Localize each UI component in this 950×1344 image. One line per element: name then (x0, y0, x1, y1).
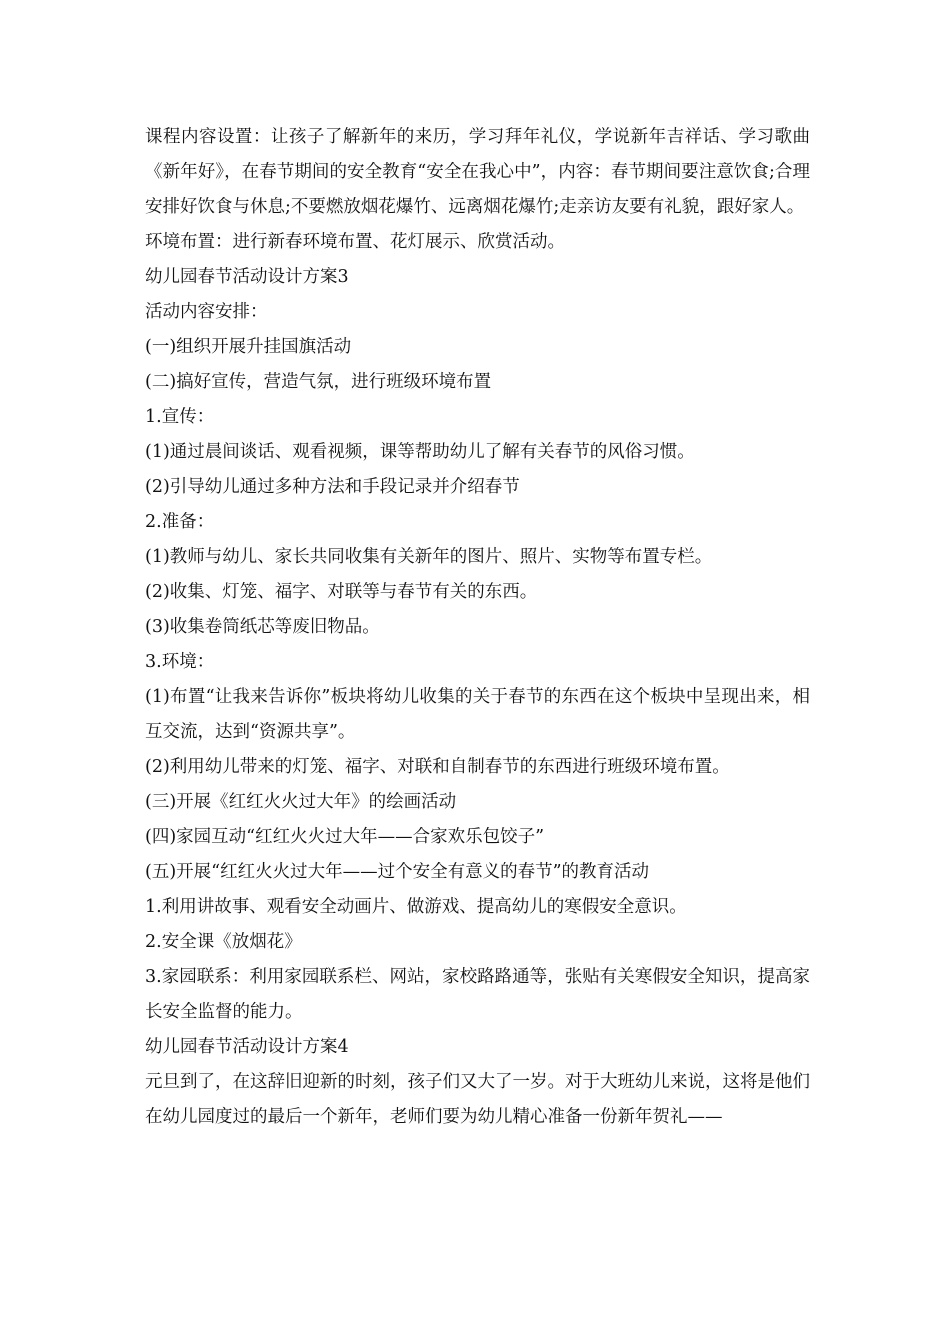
list-item-storytelling: 1.利用讲故事、观看安全动画片、做游戏、提高幼儿的寒假安全意识。 (145, 897, 687, 917)
document-body (145, 120, 810, 1135)
list-item-record-introduce: (2)引导幼儿通过多种方法和手段记录并介绍春节 (145, 477, 520, 497)
list-item-collect-pictures: (1)教师与幼儿、家长共同收集有关新年的图片、照片、实物等布置专栏。 (145, 547, 713, 567)
section-heading-plan-3: 幼儿园春节活动设计方案3 (145, 267, 349, 287)
list-item-class-decoration: (2)利用幼儿带来的灯笼、福字、对联和自制春节的东西进行班级环境布置。 (145, 757, 730, 777)
paragraph-course-content: 课程内容设置：让孩子了解新年的来历，学习拜年礼仪，学说新年吉祥话、学习歌曲《新年好》，在春节期间的安全教育“安全在我心中”，内容：春节期间要注意饮食;合理安排好饮食与休息;不要燃放烟花爆竹、远离烟花爆竹;走亲访友要有礼貌，跟好家人。 (145, 127, 810, 217)
list-item-home-school-contact: 3.家园联系：利用家园联系栏、网站，家校路路通等，张贴有关寒假安全知识，提高家长安全监督的能力。 (145, 967, 810, 1022)
list-item-let-me-tell-you: (1)布置“让我来告诉你”板块将幼儿收集的关于春节的东西在这个板块中呈现出来，相互交流，达到“资源共享”。 (145, 687, 810, 742)
sub-heading-environment: 3.环境： (145, 652, 215, 672)
list-item-collect-paper-rolls: (3)收集卷筒纸芯等废旧物品。 (145, 617, 380, 637)
sub-heading-publicity: 1.宣传： (145, 407, 215, 427)
list-item-flag-raising: (一)组织开展升挂国旗活动 (145, 337, 352, 357)
section-heading-plan-4: 幼儿园春节活动设计方案4 (145, 1037, 349, 1057)
paragraph-activity-arrangement: 活动内容安排： (145, 302, 268, 322)
paragraph-environment-setup: 环境布置：进行新春环境布置、花灯展示、欣赏活动。 (145, 232, 565, 252)
list-item-morning-talk: (1)通过晨间谈话、观看视频，课等帮助幼儿了解有关春节的风俗习惯。 (145, 442, 695, 462)
list-item-drawing-activity: (三)开展《红红火火过大年》的绘画活动 (145, 792, 457, 812)
list-item-safety-education: (五)开展“红红火火过大年——过个安全有意义的春节”的教育活动 (145, 862, 650, 882)
sub-heading-preparation: 2.准备： (145, 512, 215, 532)
list-item-fireworks-class: 2.安全课《放烟花》 (145, 932, 302, 952)
list-item-dumplings: (四)家园互动“红红火火过大年——合家欢乐包饺子” (145, 827, 545, 847)
paragraph-new-year-intro: 元旦到了，在这辞旧迎新的时刻，孩子们又大了一岁。对于大班幼儿来说，这将是他们在幼儿园度过的最后一个新年，老师们要为幼儿精心准备一份新年贺礼—— (145, 1072, 810, 1127)
list-item-publicity: (二)搞好宣传，营造气氛，进行班级环境布置 (145, 372, 492, 392)
list-item-collect-lanterns: (2)收集、灯笼、福字、对联等与春节有关的东西。 (145, 582, 538, 602)
